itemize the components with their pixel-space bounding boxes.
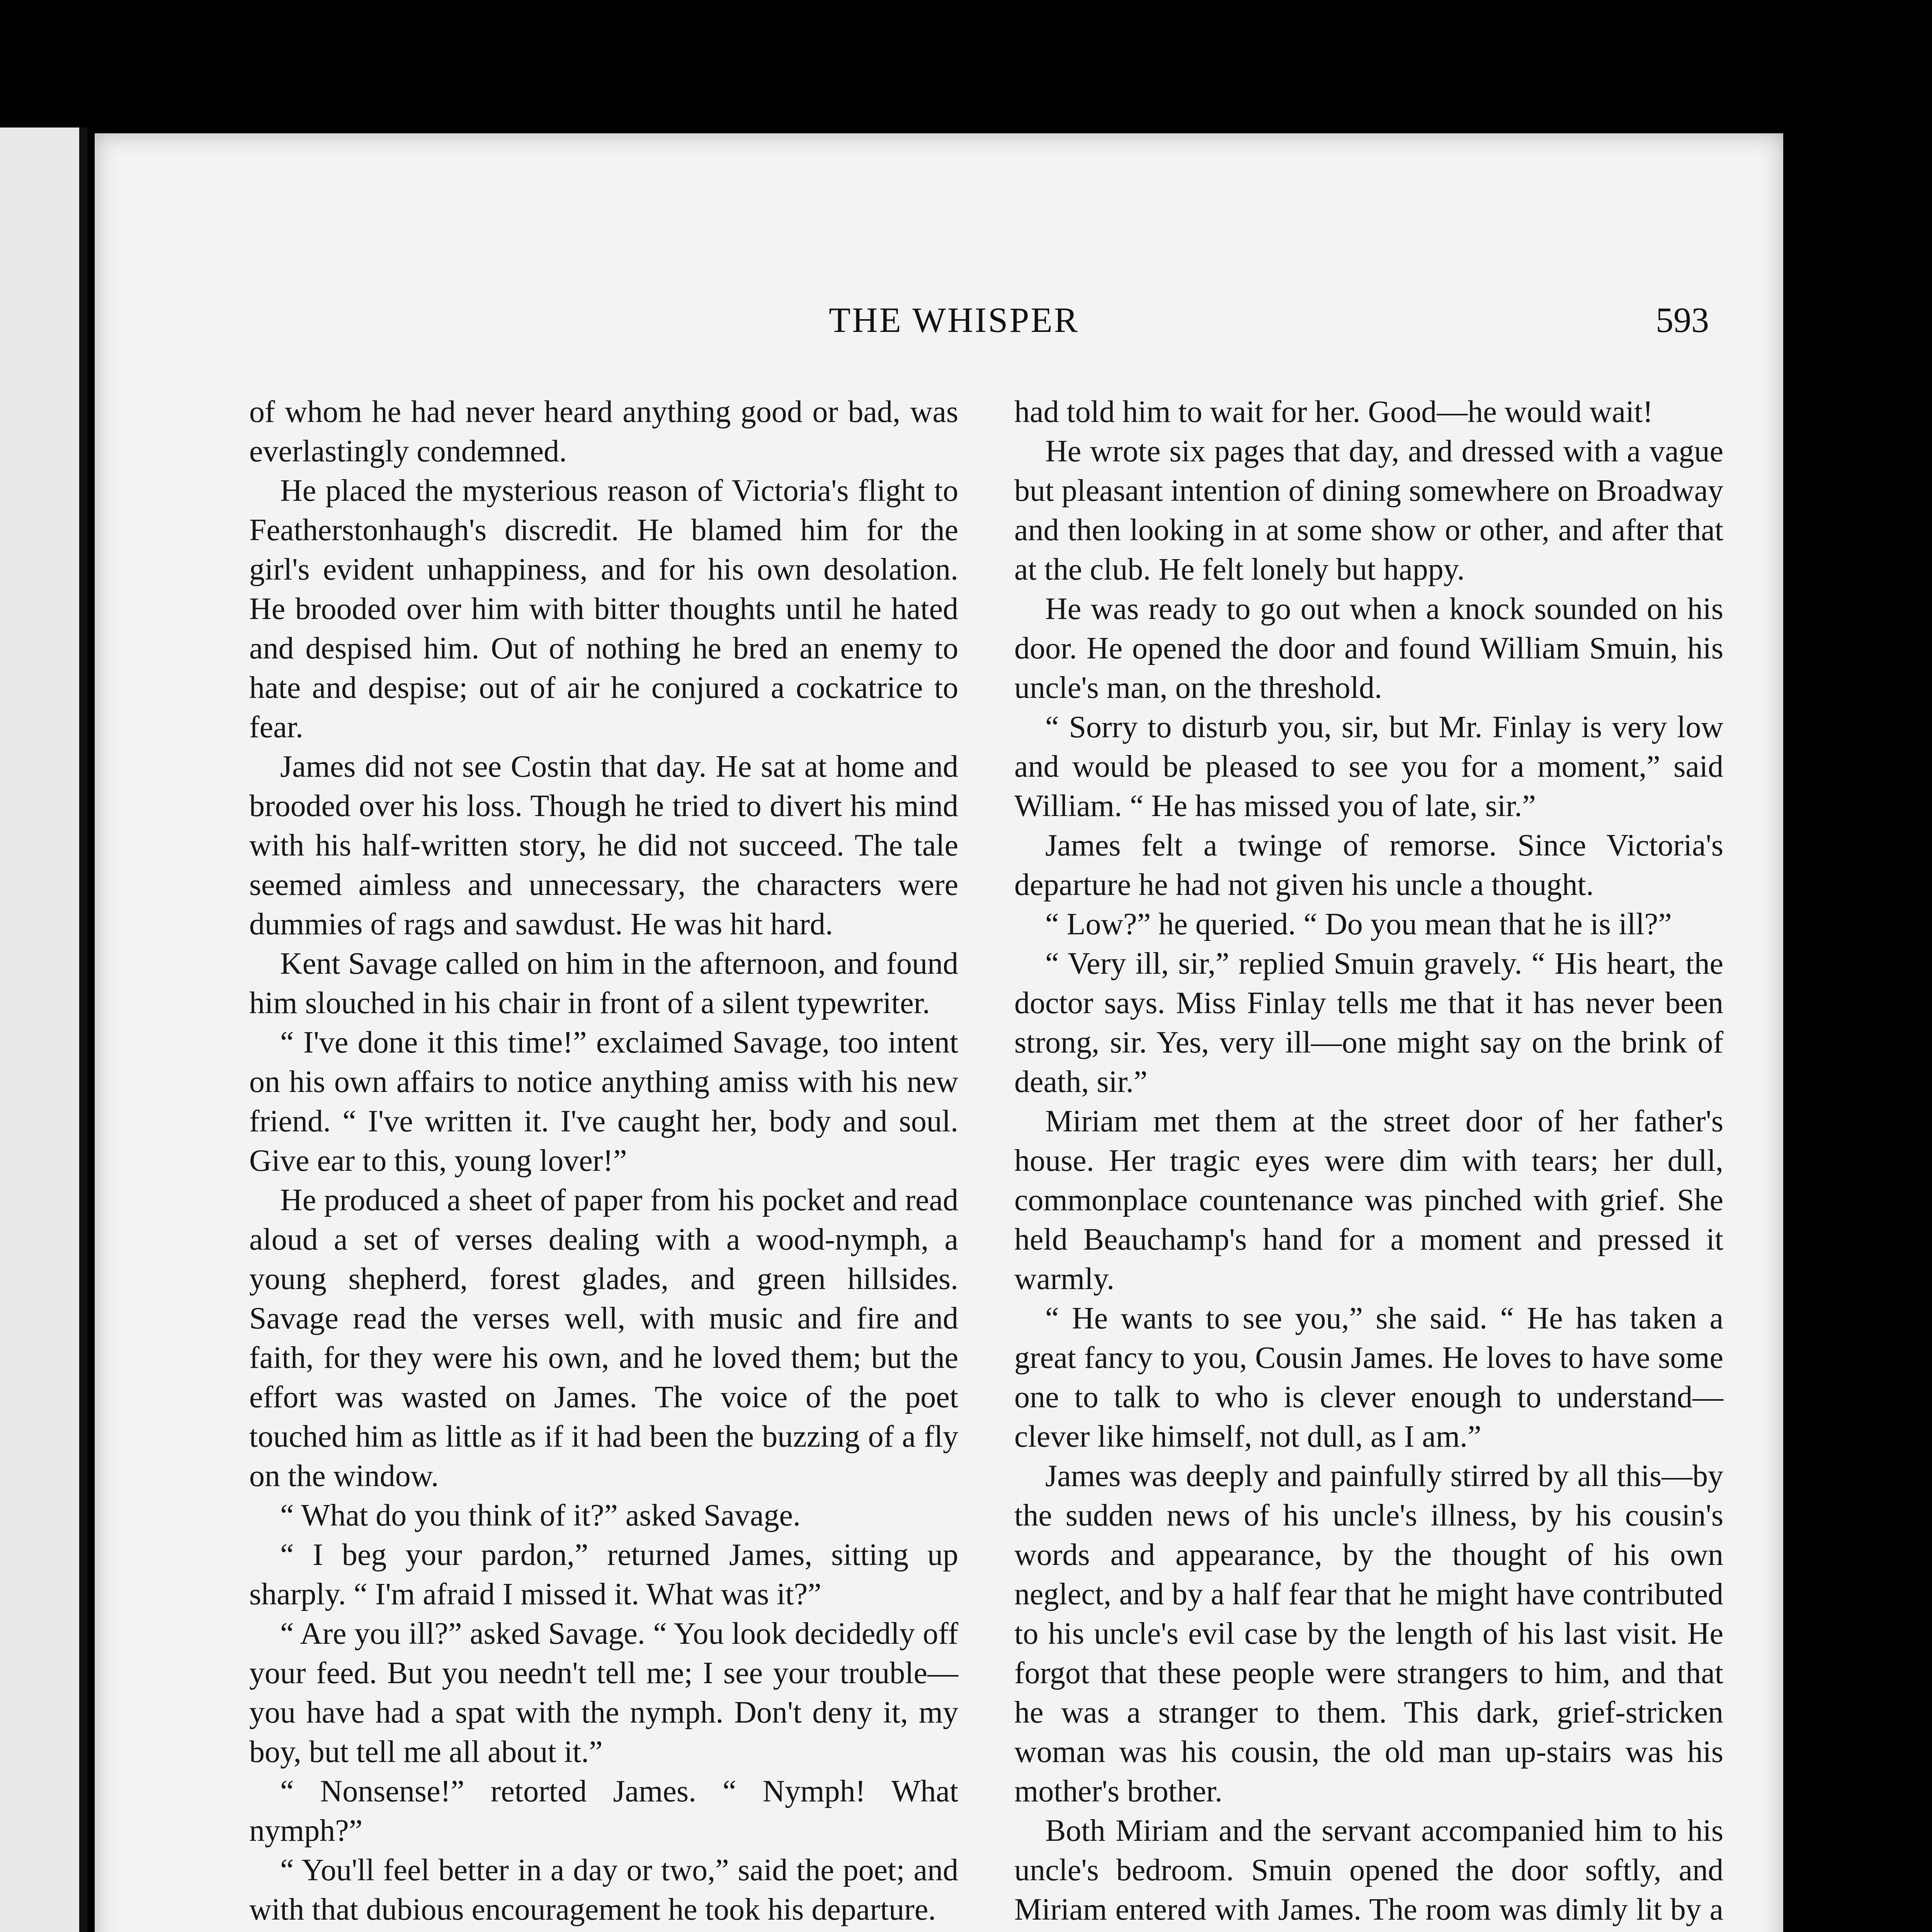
paragraph: James was deeply and painfully stirred by all this—by the sudden news of his uncle's illness, by his cousin's words and appearance, by the thought of his own neglect, and by a half fear that he might have contributed to his uncle's evil case by the length of his last visit. He forgot that these people were strangers to him, and that he was a stranger to them. This dark, grief-stricken woman was his cousin, the old man up-stairs was his mother's brother.: [1014, 1459, 1723, 1808]
paragraph: “ Are you ill?” asked Savage. “ You look decidedly off your feed. But you needn't tell me; I see your trouble—you have had a spat with the nymph. Don't deny it, my boy, but tell me all about it.”: [249, 1617, 958, 1769]
text-column-right: [1014, 392, 1723, 1932]
paragraph: “ I've done it this time!” exclaimed Savage, too intent on his own affairs to notice anything amiss with his new friend. “ I've written it. I've caught her, body and soul. Give ear to this, young lover!”: [249, 1026, 958, 1178]
paragraph: He was ready to go out when a knock sounded on his door. He opened the door and found William Smuin, his uncle's man, on the threshold.: [1014, 592, 1723, 705]
paragraph: He wrote six pages that day, and dressed with a vague but pleasant intention of dining somewhere on Broadway and then looking in at some show or other, and after that at the club. He felt lonely but happy.: [1014, 434, 1723, 587]
paragraph: “ I beg your pardon,” returned James, sitting up sharply. “ I'm afraid I missed it. What was it?”: [249, 1538, 958, 1611]
facing-page-edge: [0, 128, 88, 1932]
paragraph: He produced a sheet of paper from his pocket and read aloud a set of verses dealing with a wood-nymph, a young shepherd, forest glades, and green hillsides. Savage read the verses well, with music and fire and faith, for they were his own, and he loved them; but the effort was wasted on James. The voice of the poet touched him as little as if it had been the buzzing of a fly on the window.: [249, 1183, 958, 1493]
paragraph: of whom he had never heard anything good or bad, was everlastingly condemned.: [249, 395, 958, 468]
text-column-left: [249, 392, 958, 1932]
book-page: [95, 133, 1783, 1932]
paragraph: “ Sorry to disturb you, sir, but Mr. Finlay is very low and would be pleased to see you for a moment,” said William. “ He has missed you of late, sir.”: [1014, 710, 1723, 823]
paragraph: Miriam met them at the street door of her father's house. Her tragic eyes were dim with tears; her dull, commonplace countenance was pinched with grief. She held Beauchamp's hand for a moment and pressed it warmly.: [1014, 1104, 1723, 1296]
running-title: THE WHISPER: [829, 300, 1079, 340]
paragraph: “ You'll feel better in a day or two,” said the poet; and with that dubious encouragement he took his departure.: [249, 1853, 958, 1927]
paragraph: Kent Savage called on him in the afternoon, and found him slouched in his chair in front of a silent typewriter.: [249, 947, 958, 1020]
paragraph: James felt a twinge of remorse. Since Victoria's departure he had not given his uncle a thought.: [1014, 828, 1723, 902]
paragraph: “ Low?” he queried. “ Do you mean that he is ill?”: [1045, 907, 1672, 941]
paragraph: had told him to wait for her. Good—he would wait!: [1014, 395, 1653, 429]
paragraph: He placed the mysterious reason of Victoria's flight to Featherstonhaugh's discredit. He blamed him for the girl's evident unhappiness, and for his own desolation. He brooded over him with bitter thoughts until he hated and despised him. Out of nothing he bred an enemy to hate and despise; out of air he conjured a cockatrice to fear.: [249, 474, 958, 744]
paragraph: James did not see Costin that day. He sat at home and brooded over his loss. Though he tried to divert his mind with his half-written story, he did not succeed. The tale seemed aimless and unnecessary, the characters were dummies of rags and sawdust. He was hit hard.: [249, 750, 958, 941]
paragraph: “ Nonsense!” retorted James. “ Nymph! What nymph?”: [249, 1774, 958, 1848]
page-number: 593: [1656, 300, 1709, 340]
paragraph: “ Very ill, sir,” replied Smuin gravely. “ His heart, the doctor says. Miss Finlay tells me that it has never been strong, sir. Yes, very ill—one might say on the brink of death, sir.”: [1014, 947, 1723, 1099]
paragraph: Both Miriam and the servant accompanied him to his uncle's bedroom. Smuin opened the door softly, and Miriam entered with James. The room was dimly lit by a: [1014, 1814, 1723, 1927]
paragraph: “ What do you think of it?” asked Savage.: [280, 1498, 801, 1532]
paragraph: [249, 1929, 958, 1932]
paragraph: “ He wants to see you,” she said. “ He has taken a great fancy to you, Cousin James. He loves to have some one to talk to who is clever enough to understand—clever like himself, not dull, as I am.”: [1014, 1301, 1723, 1454]
